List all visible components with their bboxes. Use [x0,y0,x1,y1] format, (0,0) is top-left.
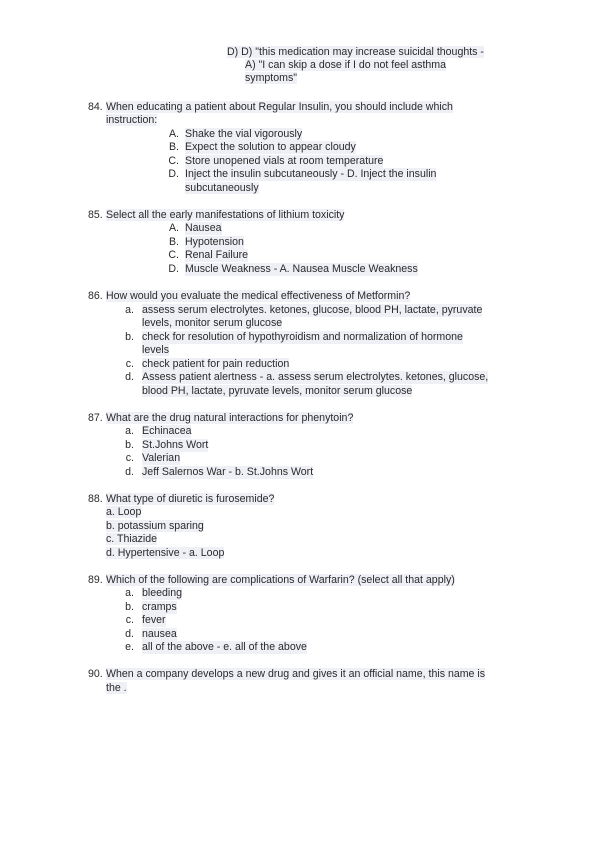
q85-number: 85. [88,209,103,221]
q86-question: How would you evaluate the medical effectiveness of Metformin? [106,290,411,302]
q84-number: 84. [88,101,103,113]
intro-line-2: A) "I can skip a dose if I do not feel asthma [245,59,447,71]
q88-option-b: b. potassium sparing [106,520,204,532]
q86-option-d-continuation: blood PH, lactate, pyruvate levels, monitor serum glucose [142,385,413,397]
q89-question: Which of the following are complications of Warfarin? (select all that apply) [106,574,455,586]
q87-question: What are the drug natural interactions for phenytoin? [106,412,354,424]
q84-question-line-2: instruction: [106,114,158,126]
q86-option-b-continuation: levels [142,344,170,356]
q88-question: What type of diuretic is furosemide? [106,493,275,505]
intro-line-3: symptoms" [245,72,298,84]
intro-line-1: D) D) "this medication may increase suicidal thoughts - [227,46,484,58]
q90-question-line-2: the . [106,682,127,694]
q84-option-d-continuation: subcutaneously [185,182,259,194]
q86-number: 86. [88,290,103,302]
q88-option-d: d. Hypertensive - a. Loop [106,547,225,559]
q89-number: 89. [88,574,103,586]
q84-question-line-1: When educating a patient about Regular Insulin, you should include which [106,101,453,113]
q90-number: 90. [88,668,103,680]
q88-option-a: a. Loop [106,506,142,518]
q85-question: Select all the early manifestations of lithium toxicity [106,209,345,221]
q88-option-c: c. Thiazide [106,533,158,545]
q86-option-a-continuation: levels, monitor serum glucose [142,317,283,329]
q90-question-line-1: When a company develops a new drug and gives it an official name, this name is [106,668,486,680]
q87-number: 87. [88,412,103,424]
q88-number: 88. [88,493,103,505]
